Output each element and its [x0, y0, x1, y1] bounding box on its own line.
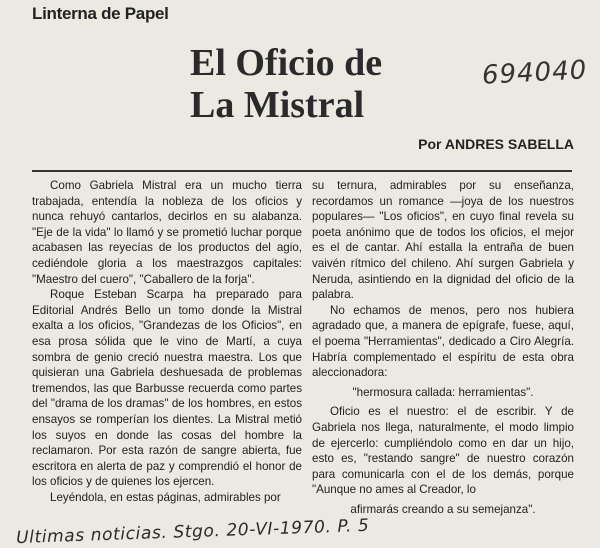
header-divider	[32, 170, 572, 172]
paragraph: No echamos de menos, pero nos hubiera agradado que, a manera de epígrafe, fuese, aquí, el poema "Herramientas", dedicado a Ciro Alegría. Habría complementado el espíritu de esta obra aleccionadora:	[312, 303, 574, 380]
closing-line: afirmarás creando a su semejanza".	[350, 502, 536, 516]
author-byline: Por ANDRES SABELLA	[418, 136, 574, 152]
handwritten-source-note: Ultimas noticias. Stgo. 20-VI-1970. P. 5	[15, 515, 370, 548]
paragraph: Leyéndola, en estas páginas, admirables por	[50, 490, 281, 504]
section-label: Linterna de Papel	[32, 4, 169, 23]
paragraph: Oficio es el nuestro: el de escribir. Y de Gabriela nos llega, naturalmente, el modo limpio de ejercerlo: cumpliéndolo como en dar un hijo, esto es, "restando sangre" de nuestro corazón para comunicarla con el de los demás, porque "Aunque no ames al Creador, lo	[312, 405, 574, 497]
article-column-right	[312, 178, 574, 521]
paragraph: Roque Esteban Scarpa ha preparado para Editorial Andrés Bello un tomo donde la Mistral exalta a los oficios, "Grandezas de los Oficios", en esa prosa sólida que le vino de Martí, a cuya sombra de genio creció nuestra maestra. Los que quisieran una Gabriela deshuesada de problemas tremendos, las que Barbusse recuerda como partes del "drama de los dramas" de los hombres, en estos ensayos se romperían los dientes. La Mistral metió los suyos en donde las cosas del hombre la reclamaron. Por esta razón de sangre abierta, fue escritora en alerta de paz y comprendió el honor de los oficios y de quienes los ejercen.	[32, 288, 302, 489]
paragraph: Como Gabriela Mistral era un mucho tierra trabajada, entendía la nobleza de los oficios y nunca rehuyó cantarlos, decirlos en su alabanza. "Eje de la vida" lo llamó y se prometió luchar porque acabasen las reyecías de los productos del agio, cediéndole gloria a los maestrazgos capitales: "Maestro del cuero", "Caballero de la forja".	[32, 179, 302, 286]
poem-quote: "hermosura callada: herramientas".	[352, 385, 534, 399]
article-title	[190, 42, 420, 126]
paragraph: su ternura, admirables por su enseñanza, recordamos un romance —joya de los nuestros populares— "Los oficios", en cuyo final revela su poeta anónimo que de todos los oficios, el mejor es el de cantar. Ahí estalla la entraña de buen vaivén rítmico del chileno. Ahí surgen Gabriela y Neruda, asintiendo en la dignidad del oficio de la palabra.	[312, 179, 574, 302]
handwritten-catalog-number: 694040	[481, 55, 588, 91]
title-line-2: La Mistral	[190, 84, 365, 126]
title-line-1: El Oficio de	[190, 42, 383, 84]
article-column-left	[32, 178, 302, 505]
